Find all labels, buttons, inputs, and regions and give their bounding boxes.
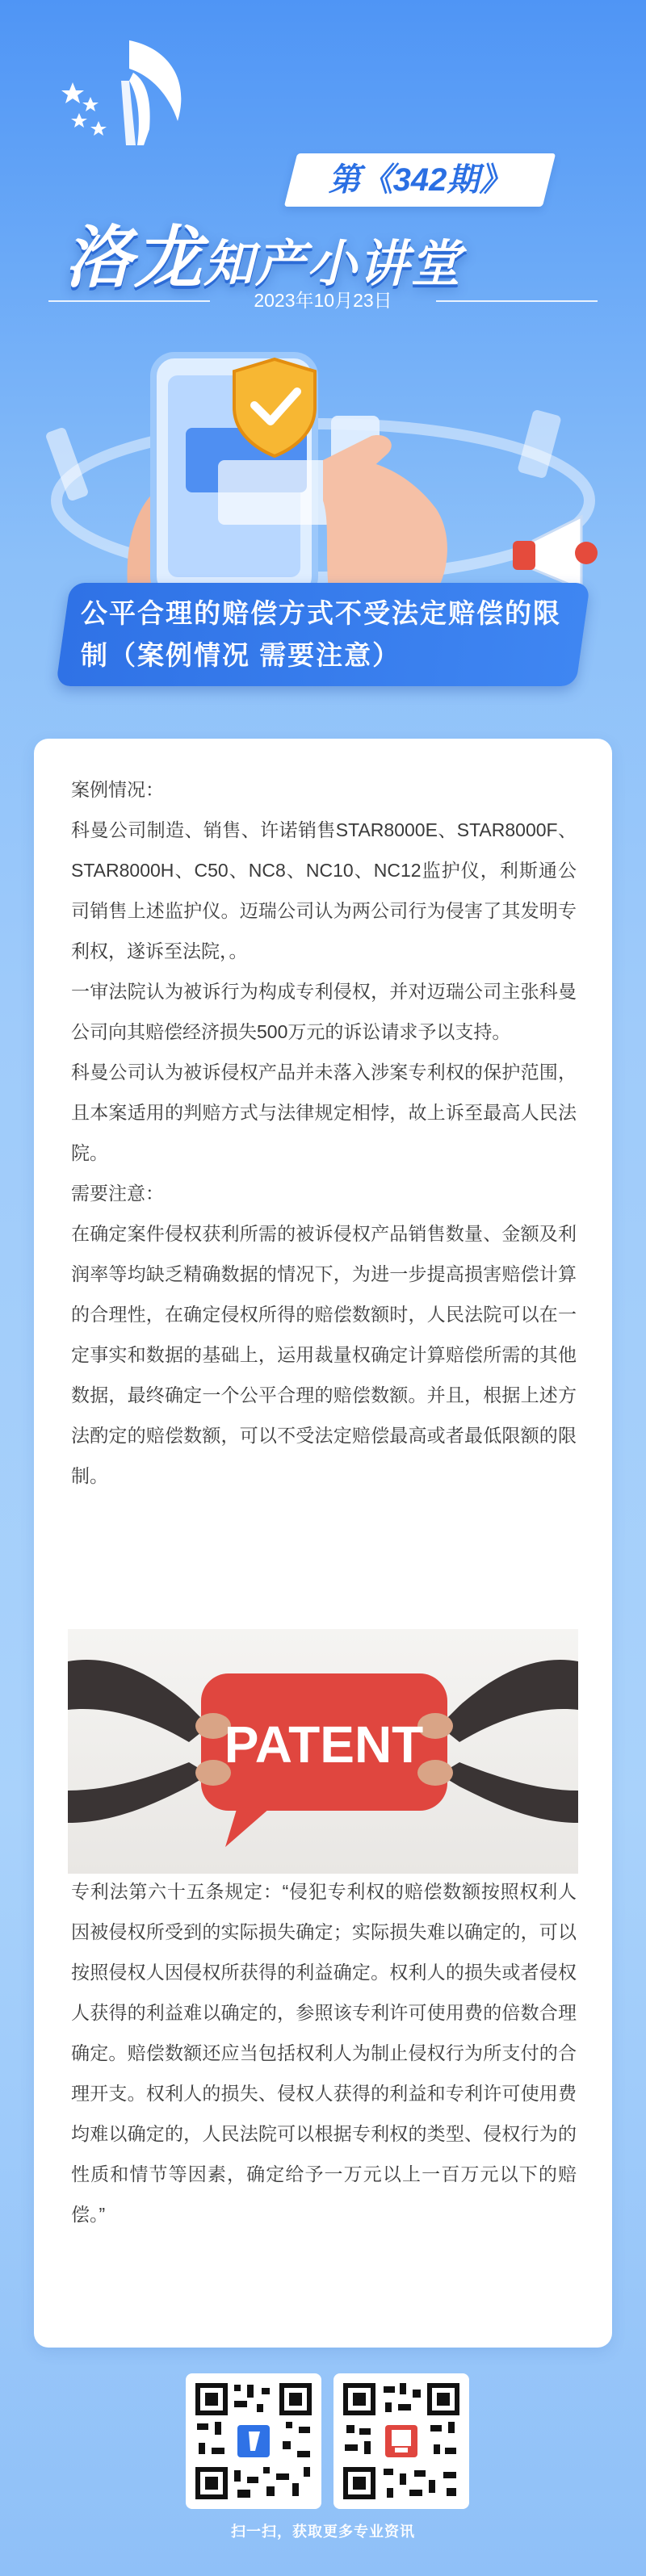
date-row (48, 284, 598, 316)
paragraph: 科曼公司制造、销售、许诺销售STAR8000E、STAR8000F、STAR8000H、C50、NC8、NC10、NC12监护仪，利斯通公司销售上述监护仪。迈瑞公司认为两公司行为侵害了其发明专利权，遂诉至法院，。 (71, 819, 577, 961)
article-body (71, 769, 577, 1496)
paragraph: 案例情况： (71, 779, 164, 800)
qr-code-icon (192, 2380, 315, 2503)
issue-number: 第《342期》 (328, 162, 512, 198)
patent-image (68, 1629, 578, 1874)
qr-code-left (186, 2373, 321, 2509)
emblem-logo-icon (48, 32, 202, 153)
paragraph: 在确定案件侵权获利所需的被诉侵权产品销售数量、金额及利润率等均缺乏精确数据的情况下，为进一步提高损害赔偿计算的合理性，在确定侵权所得的赔偿数额时，人民法院可以在一定事实和数据的基础上，运用裁量权确定计算赔偿所需的其他数据，最终确定一个公平合理的赔偿数额。并且，根据上述方法酌定的赔偿数额，可以不受法定赔偿最高或者最低限额的限制。 (71, 1223, 577, 1486)
title-big: 洛龙 (65, 220, 204, 295)
article-card (34, 739, 612, 2348)
article-body-2 (71, 1871, 577, 2235)
paragraph: 需要注意： (71, 1183, 164, 1204)
megaphone-icon (513, 517, 598, 589)
paragraph: 科曼公司认为被诉侵权产品并未落入涉案专利权的保护范围，且本案适用的判赔方式与法律规定相悖，故上诉至最高人民法院。 (71, 1062, 577, 1163)
qr-code-right (333, 2373, 469, 2509)
qr-code-icon (340, 2380, 463, 2503)
footer-caption: 扫一扫，获取更多专业资讯 (231, 2524, 415, 2540)
page-title (65, 203, 598, 295)
paragraph: 专利法第六十五条规定：“侵犯专利权的赔偿数额按照权利人因被侵权所受到的实际损失确定；实际损失难以确定的，可以按照侵权人因侵权所获得的利益确定。权利人的损失或者侵权人获得的利益难以确定的，参照该专利许可使用费的倍数合理确定。赔偿数额还应当包括权利人为制止侵权行为所支付的合理开支。权利人的损失、侵权人获得的利益和专利许可使用费均难以确定的，人民法院可以根据专利权的类型、侵权行为的性质和情节等因素，确定给予一万元以上一百万元以下的赔偿。” (71, 1881, 577, 2225)
patent-speech-bubble-illustration (68, 1629, 578, 1874)
paragraph: 一审法院认为被诉行为构成专利侵权，并对迈瑞公司主张科曼公司向其赔偿经济损失500万元的诉讼请求予以支持。 (71, 981, 577, 1042)
header (0, 0, 646, 727)
patent-label: PATENT (224, 1715, 424, 1774)
issue-date: 2023年10月23日 (254, 290, 392, 311)
article-title: 公平合理的赔偿方式不受法定赔偿的限制（案例情况 需要注意） (81, 598, 561, 670)
title-small: 知产小讲堂 (203, 237, 463, 292)
